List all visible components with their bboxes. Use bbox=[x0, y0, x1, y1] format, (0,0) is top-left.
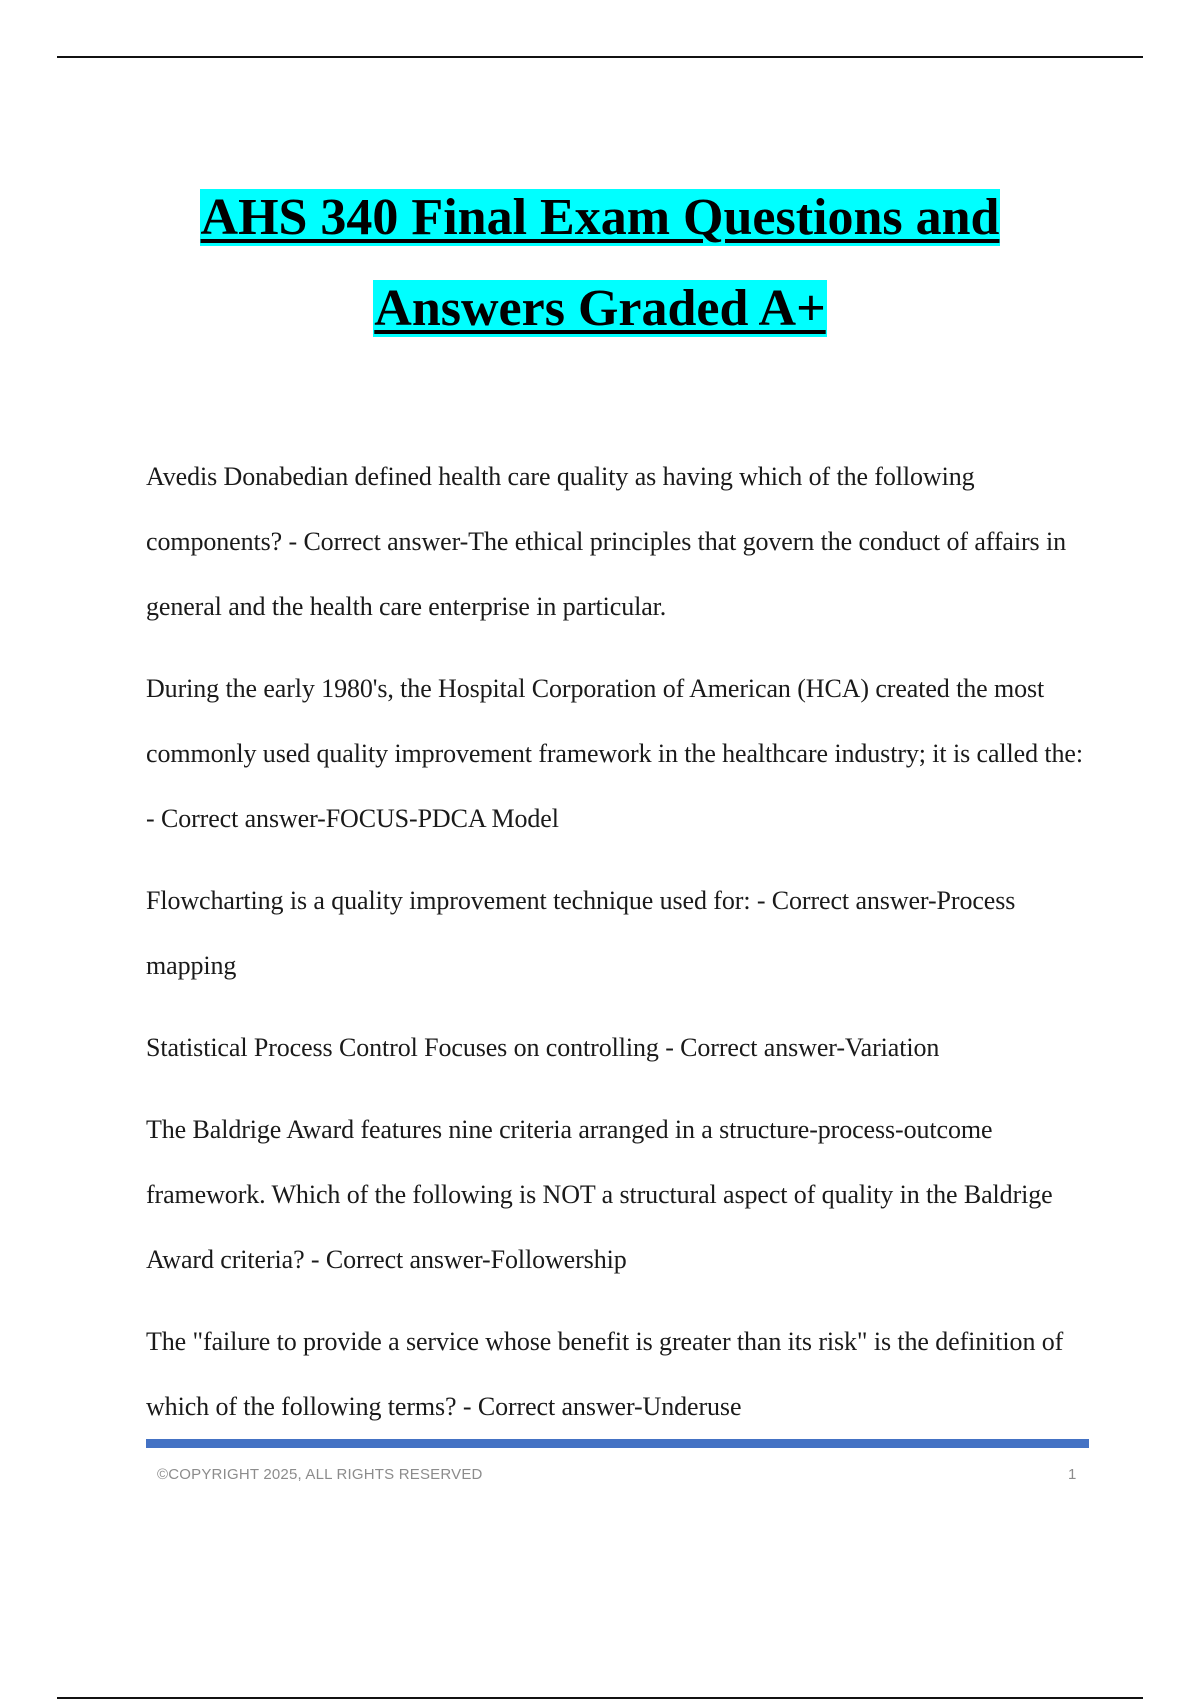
question-answer-5: The Baldrige Award features nine criteria arranged in a structure-process-outcome framework. Which of the following is NOT a structural aspect of quality in the Baldrige Award criteria? - Correct answer-Followership bbox=[146, 1115, 1053, 1274]
document-title bbox=[0, 172, 1200, 354]
bottom-divider bbox=[57, 1697, 1143, 1699]
questions-list bbox=[146, 444, 1096, 1456]
question-answer-1: Avedis Donabedian defined health care quality as having which of the following components? - Correct answer-The ethical principles that govern the conduct of affairs in general and the health care enterprise in particular. bbox=[146, 462, 1066, 621]
title-line-2: Answers Graded A+ bbox=[374, 280, 826, 337]
footer-copyright: ©COPYRIGHT 2025, ALL RIGHTS RESERVED bbox=[157, 1466, 483, 1483]
question-answer-3: Flowcharting is a quality improvement technique used for: - Correct answer-Process mapping bbox=[146, 886, 1016, 980]
question-answer-6: The "failure to provide a service whose benefit is greater than its risk" is the definition of which of the following terms? - Correct answer-Underuse bbox=[146, 1327, 1064, 1421]
question-answer-2: During the early 1980's, the Hospital Corporation of American (HCA) created the most commonly used quality improvement framework in the healthcare industry; it is called the: - Correct answer-FOCUS-PDCA Model bbox=[146, 674, 1083, 833]
question-answer-4: Statistical Process Control Focuses on controlling - Correct answer-Variation bbox=[146, 1033, 940, 1062]
footer-bar bbox=[146, 1439, 1089, 1448]
footer-page-number: 1 bbox=[1068, 1466, 1077, 1483]
title-line-1: AHS 340 Final Exam Questions and bbox=[200, 189, 1000, 246]
top-divider bbox=[57, 56, 1143, 58]
